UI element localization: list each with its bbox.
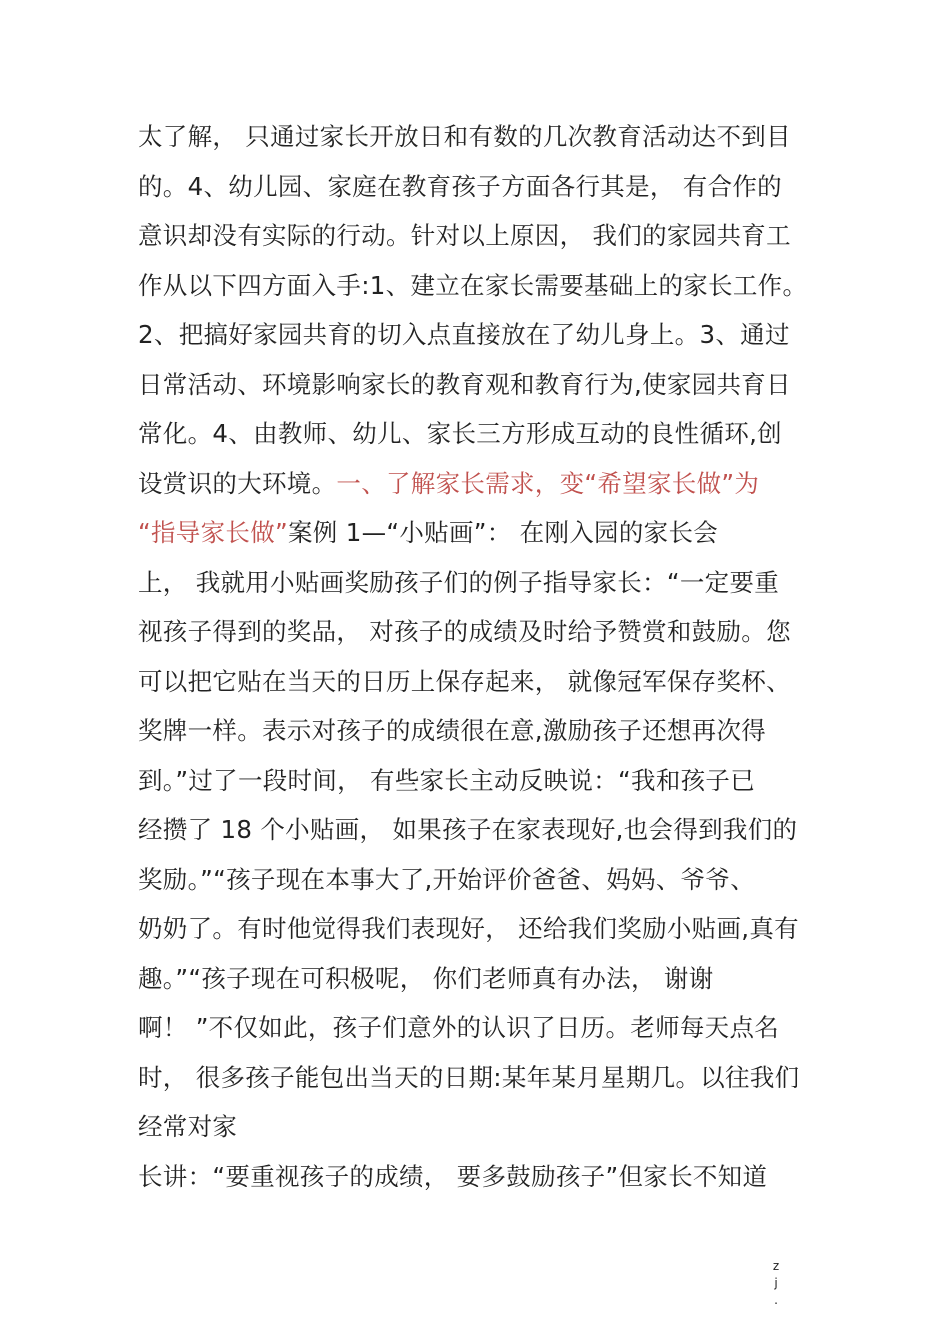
body-text-segment: 常化。4、由教师、幼儿、家长三方形成互动的良性循环,创 — [138, 419, 782, 448]
text-line — [138, 657, 828, 707]
body-text-segment: 案例 1—“小贴画”： 在刚入园的家长会 — [288, 518, 719, 547]
body-text-segment: 长讲：“要重视孩子的成绩， 要多鼓励孩子”但家长不知道 — [138, 1161, 768, 1191]
body-text-segment: 设赏识的大环境。 — [138, 468, 337, 498]
text-line — [138, 508, 828, 558]
body-text-segment: 的。4、幼儿园、家庭在教育孩子方面各行其是， 有合作的 — [138, 171, 782, 201]
body-text-segment: 日常活动、环境影响家长的教育观和教育行为,使家园共育日 — [138, 369, 791, 399]
text-line — [138, 409, 828, 459]
body-text-segment: 可以把它贴在当天的日历上保存起来， 就像冠军保存奖杯、 — [138, 666, 791, 696]
body-text-segment: 意识却没有实际的行动。针对以上原因， 我们的家园共育工 — [138, 221, 791, 250]
body-text-segment: 2、把搞好家园共育的切入点直接放在了幼儿身上。3、通过 — [138, 320, 790, 349]
text-line — [138, 211, 828, 261]
text-line — [138, 1152, 828, 1202]
text-line — [138, 459, 828, 509]
text-line — [138, 855, 828, 905]
footer-watermark — [770, 1258, 782, 1309]
body-text-segment: 时， 很多孩子能包出当天的日期:某年某月星期几。以往我们 — [138, 1062, 800, 1092]
text-line — [138, 706, 828, 756]
body-text-segment: 奶奶了。有时他觉得我们表现好， 还给我们奖励小贴画,真有 — [138, 914, 799, 943]
text-line — [138, 805, 828, 855]
text-line — [138, 607, 828, 657]
text-line — [138, 1003, 828, 1053]
text-line — [138, 954, 828, 1004]
body-text-segment: 啊！ ”不仅如此，孩子们意外的认识了日历。老师每天点名 — [138, 1013, 780, 1042]
text-line — [138, 112, 828, 162]
body-text-segment: 上， 我就用小贴画奖励孩子们的例子指导家长：“一定要重 — [138, 567, 780, 597]
body-text-segment: 作从以下四方面入手:1、建立在家长需要基础上的家长工作。 — [138, 270, 808, 300]
text-line — [138, 310, 828, 360]
text-line — [138, 756, 828, 806]
text-line — [138, 1053, 828, 1103]
footer-mark-char: . — [774, 1293, 778, 1307]
footer-mark-char: z — [772, 1259, 780, 1273]
body-text-segment: 到。”过了一段时间， 有些家长主动反映说：“我和孩子已 — [138, 765, 756, 795]
body-text-segment: 经攒了 18 个小贴画， 如果孩子在家表现好,也会得到我们的 — [138, 815, 798, 844]
body-text-segment: 经常对家 — [138, 1112, 238, 1141]
body-text-segment: 奖牌一样。表示对孩子的成绩很在意,激励孩子还想再次得 — [138, 716, 767, 745]
footer-mark-char: j — [774, 1276, 778, 1290]
highlighted-heading-text: 一、了解家长需求，变“希望家长做”为 — [336, 468, 760, 498]
text-line — [138, 558, 828, 608]
text-line — [138, 904, 828, 954]
body-text-segment: 视孩子得到的奖品， 对孩子的成绩及时给予赞赏和鼓励。您 — [138, 617, 791, 646]
text-line — [138, 360, 828, 410]
body-text-segment: 太了解， 只通过家长开放日和有数的几次教育活动达不到目 — [138, 122, 791, 151]
text-line — [138, 1102, 828, 1152]
text-line — [138, 162, 828, 212]
highlighted-heading-text: “指导家长做” — [138, 518, 288, 547]
text-line — [138, 261, 828, 311]
body-text-segment: 奖励。”“孩子现在本事大了,开始评价爸爸、妈妈、爷爷、 — [138, 864, 756, 894]
body-text-segment: 趣。”“孩子现在可积极呢， 你们老师真有办法， 谢谢 — [138, 963, 714, 993]
body-text — [138, 112, 828, 1201]
